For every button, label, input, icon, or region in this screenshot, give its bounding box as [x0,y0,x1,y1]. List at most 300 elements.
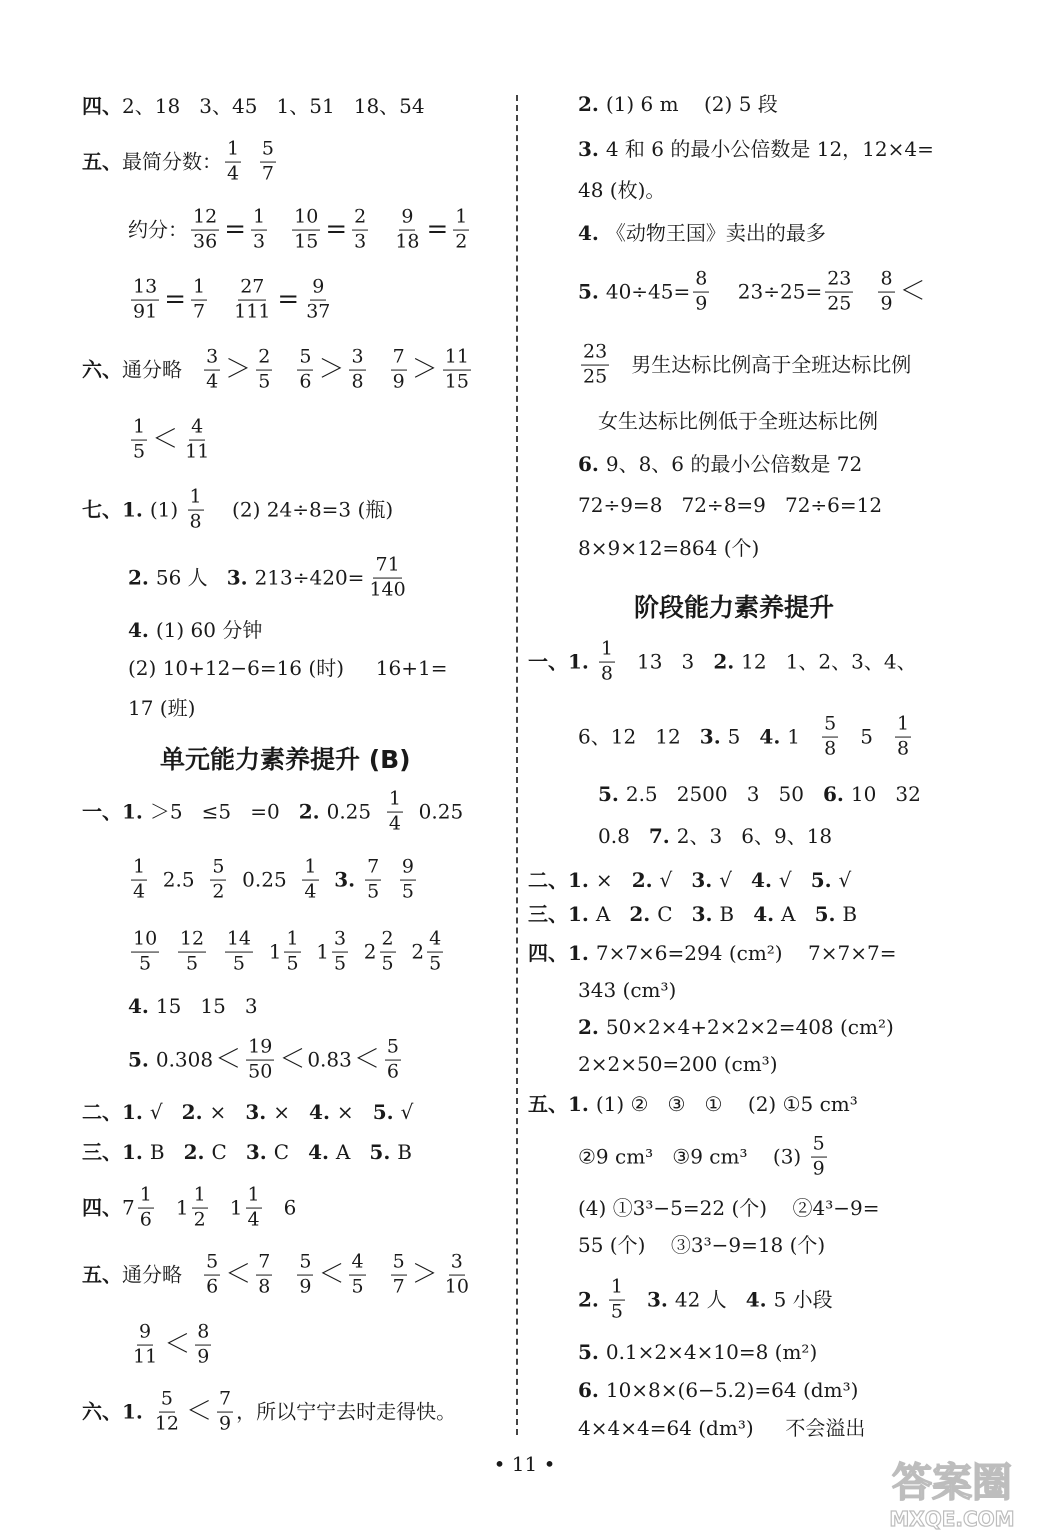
question-marker: 3. [699,725,728,749]
answer-line [528,870,851,890]
question-marker: 六、 [82,358,122,382]
fraction [131,275,159,323]
answer-text: 2、18 3、45 1、51 18、54 [122,94,425,118]
fraction [217,1387,233,1435]
answer-text: 1 [156,1196,189,1220]
fraction-denominator: 4 [247,1208,260,1231]
fraction-numerator: 1 [225,140,241,163]
fraction-denominator: 9 [197,1345,210,1368]
fraction-numerator: 1 [191,278,207,301]
section-heading-stage: 阶段能力素养提升 [634,593,835,622]
relation-symbol: ＜ [164,1330,191,1360]
fraction-denominator: 7 [392,1275,405,1298]
fraction-denominator: 2 [455,230,468,253]
answer-line [128,205,472,253]
fraction-denominator: 25 [827,292,852,315]
answer-text [856,282,875,302]
fraction-denominator: 5 [139,952,152,975]
question-marker: 4. [128,994,156,1018]
question-marker: 五、1. [528,1092,596,1116]
question-marker: 2. [578,1288,606,1312]
fraction-numerator: 4 [427,930,443,953]
answer-line [82,485,394,533]
fraction [192,1183,208,1231]
fraction-denominator: 4 [206,370,219,393]
answer-line [128,855,419,903]
fraction [385,1035,401,1083]
fraction [225,137,241,185]
answer-text: 男生达标比例高于全班达标比例 [612,353,912,377]
answer-text: 5 [841,725,893,749]
fraction-numerator: 3 [349,348,365,371]
answer-text: A [335,1140,370,1164]
question-marker: 一、1. [82,800,150,824]
fraction [131,927,159,975]
fraction-denominator: 2 [212,880,225,903]
relation-symbol: = [426,215,449,245]
answer-text: 约分： [128,218,188,242]
question-marker: 4. [759,725,788,749]
fraction-numerator: 5 [811,1135,827,1158]
answer-line [82,1250,474,1298]
answer-text: 55 (个) ③3³−9=18 (个) [578,1233,826,1257]
fraction-numerator: 5 [391,1253,407,1276]
fraction-denominator: 6 [206,1275,219,1298]
relation-symbol: ＜ [318,1260,345,1290]
answer-text: 最简分数： [122,150,222,174]
answer-line [578,223,826,243]
fraction [811,1132,827,1180]
fraction [188,485,204,533]
fraction-numerator: 1 [895,715,911,738]
fraction-denominator: 9 [695,292,708,315]
answer-line [128,275,335,323]
answer-text [371,220,390,240]
fraction-denominator: 6 [386,1060,399,1083]
relation-symbol: ＜ [215,1045,242,1075]
answer-text [209,942,222,962]
fraction-numerator: 10 [131,930,159,953]
fraction [232,275,272,323]
fraction-denominator: 8 [824,737,837,760]
answer-text: 48 (枚)。 [578,178,666,202]
answer-text: 10×8×(6−5.2)=64 (dm³) [605,1378,859,1402]
question-marker: 五、 [82,1263,122,1287]
fraction-denominator: 6 [139,1208,152,1231]
answer-text: C [273,1140,309,1164]
answer-text [369,360,388,380]
answer-text: 42 人 [674,1288,746,1312]
question-marker: 3. [578,137,606,161]
fraction [693,267,709,315]
fraction-denominator: 9 [299,1275,312,1298]
fraction [609,1275,625,1323]
answer-text: (2) 24÷8=3 (瓶) [206,498,394,522]
fraction-numerator: 5 [385,1038,401,1061]
fraction-numerator: 8 [693,270,709,293]
fraction [349,345,365,393]
answer-text [210,290,229,310]
answer-line [128,415,214,463]
answer-text: × [336,1100,373,1124]
answer-line [128,1035,404,1083]
answer-line [128,996,258,1016]
fraction-numerator: 1 [302,858,318,881]
fraction [183,415,211,463]
fraction-denominator: 5 [367,880,380,903]
question-marker: 4. [128,618,156,642]
answer-line [578,1235,825,1255]
answer-text: 1 [210,1196,243,1220]
fraction-denominator: 8 [189,510,202,533]
fraction [191,205,219,253]
question-marker: 6. [578,452,606,476]
fraction-numerator: 1 [609,1278,625,1301]
answer-text: 50×2×4+2×2×2=408 (cm²) [605,1015,894,1039]
answer-line [578,267,928,315]
answer-text: 12 1、2、3、4、 [741,650,917,674]
answer-line [82,96,425,116]
relation-symbol: ＜ [152,425,179,455]
answer-line [528,637,917,685]
fraction-numerator: 3 [204,348,220,371]
watermark-top-text: 答案圈 [892,1460,1012,1506]
question-marker: 6. [578,1378,606,1402]
fraction-numerator: 8 [878,270,894,293]
fraction [895,712,911,760]
answer-text: 5 小段 [773,1288,833,1312]
fraction-numerator: 4 [189,418,205,441]
answer-text: ＞5 ≤5 =0 [149,800,299,824]
fraction-denominator: 7 [261,162,274,185]
question-marker: 5. [369,1140,398,1164]
answer-line [578,1380,858,1400]
question-marker: 3. [334,868,363,892]
answer-line [82,787,464,835]
answer-line [578,1418,865,1438]
fraction [427,927,443,975]
fraction [825,267,853,315]
question-marker: 六、1. [82,1400,150,1424]
fraction [138,1183,154,1231]
answer-line [82,137,279,185]
answer-line [598,784,921,804]
question-marker: 2. [631,868,660,892]
question-marker: 2. [578,1015,606,1039]
section-heading-unit-b: 单元能力素养提升 (B) [160,745,411,774]
answer-text: B [397,1140,412,1164]
answer-line [578,538,759,558]
answer-text: (1) ② ③ ① (2) ①5 cm³ [595,1092,858,1116]
fraction-denominator: 5 [286,952,299,975]
question-marker: 三、1. [528,902,596,926]
answer-text: 4 和 6 的最小公倍数是 12，12×4= [605,137,934,161]
question-marker: 2. [183,1140,212,1164]
fraction-numerator: 7 [391,348,407,371]
answer-line [578,1054,778,1074]
fraction-denominator: 91 [133,300,158,323]
answer-line [578,454,862,474]
fraction [251,205,267,253]
fraction [178,927,206,975]
fraction [304,275,332,323]
fraction-numerator: 5 [297,348,313,371]
answer-text: √ [838,868,852,892]
answer-text [162,942,175,962]
fraction-numerator: 3 [332,930,348,953]
question-marker: 6. [823,782,851,806]
answer-text: × [273,1100,310,1124]
relation-symbol: = [325,215,348,245]
question-marker: 四、 [82,1196,122,1220]
fraction-numerator: 9 [310,278,326,301]
answer-text [384,870,397,890]
fraction-numerator: 9 [137,1323,153,1346]
answer-text: 通分略 [122,1263,202,1287]
answer-line [578,94,778,114]
fraction-denominator: 5 [258,370,271,393]
fraction [284,927,300,975]
question-marker: 4. [308,1140,336,1164]
answer-text [270,220,289,240]
fraction-numerator: 1 [138,1186,154,1209]
fraction-denominator: 140 [369,578,406,601]
fraction-denominator: 5 [401,880,414,903]
fraction-numerator: 1 [246,1186,262,1209]
question-marker: 4. [751,868,779,892]
fraction-numerator: 23 [825,270,853,293]
answer-text: 0.25 [326,800,384,824]
answer-text: ，所以宁宁去时走得快。 [236,1400,457,1424]
answer-text: √ [778,868,811,892]
fraction-numerator: 7 [256,1253,272,1276]
fraction-denominator: 5 [351,1275,364,1298]
question-marker: 3. [245,1140,274,1164]
answer-line [598,826,832,846]
answer-text: 9、8、6 的最小公倍数是 72 [605,452,863,476]
fraction-denominator: 4 [227,162,240,185]
fraction-numerator: 23 [581,343,609,366]
answer-text: √ [400,1100,414,1124]
answer-text: (1) [149,498,185,522]
fraction [443,1250,471,1298]
answer-text: × [209,1100,246,1124]
question-marker: 3. [245,1100,274,1124]
question-marker: 5. [578,280,606,304]
fraction-denominator: 5 [429,952,442,975]
watermark-bottom-text: MXQE.COM [889,1507,1015,1531]
answer-text: 0.8 [598,824,649,848]
fraction-numerator: 1 [192,1186,208,1209]
question-marker: 二、1. [82,1100,150,1124]
fraction [225,927,253,975]
answer-text: 15 15 3 [155,994,258,1018]
fraction [365,855,381,903]
answer-line [82,345,474,393]
question-marker: 5. [598,782,626,806]
relation-symbol: = [277,285,300,315]
question-marker: 3. [226,566,255,590]
fraction-denominator: 8 [897,737,910,760]
fraction-numerator: 12 [178,930,206,953]
answer-text: 40÷45= [605,280,691,304]
fraction-numerator: 8 [195,1323,211,1346]
question-marker: 七、1. [82,498,150,522]
answer-line [578,1132,830,1180]
answer-text: 5 [727,725,760,749]
fraction-numerator: 1 [251,208,267,231]
fraction-numerator: 14 [225,930,253,953]
question-marker: 4. [578,221,606,245]
fraction [204,345,220,393]
answer-line [128,553,411,601]
fraction [878,267,894,315]
answer-text: 7×7×6=294 (cm²) 7×7×7= [595,941,897,965]
fraction-numerator: 5 [159,1390,175,1413]
answer-text: 1 [256,940,282,964]
fraction-numerator: 27 [238,278,266,301]
answer-text: 6 [264,1196,297,1220]
answer-text: 《动物王国》卖出的最多 [605,221,826,245]
answer-text: 0.25 [405,800,464,824]
fraction-denominator: 10 [444,1275,469,1298]
fraction-numerator: 5 [822,715,838,738]
fraction [391,345,407,393]
answer-text: 17 (班) [128,696,196,720]
answer-line [528,1094,858,1114]
fraction-denominator: 5 [334,952,347,975]
question-marker: 2. [578,92,606,116]
fraction-numerator: 5 [260,140,276,163]
answer-text: √ [149,1100,182,1124]
relation-symbol: ＜ [225,1260,252,1290]
question-marker: 3. [647,1288,675,1312]
fraction-denominator: 15 [444,370,469,393]
fraction [391,1250,407,1298]
fraction-numerator: 2 [352,208,368,231]
answer-text: 1 [787,725,820,749]
question-marker: 2. [181,1100,210,1124]
answer-text: B [842,902,858,926]
answer-text: 2×2×50=200 (cm³) [578,1052,778,1076]
answer-line [578,495,882,515]
fraction-denominator: 9 [880,292,893,315]
fraction-denominator: 8 [600,662,613,685]
answer-line [578,180,665,200]
answer-line [82,1387,457,1435]
fraction [453,205,469,253]
answer-text: ②9 cm³ ③9 cm³ (3) [578,1145,808,1169]
fraction-denominator: 5 [185,952,199,975]
answer-line [578,1275,833,1323]
answer-text: 2 [351,940,377,964]
fraction [153,1387,181,1435]
answer-text: (1) 60 分钟 [155,618,263,642]
fraction-numerator: 1 [599,640,615,663]
answer-text [275,360,294,380]
answer-line [528,943,897,963]
answer-text: 通分略 [122,358,202,382]
fraction-numerator: 1 [188,488,204,511]
fraction-denominator: 5 [133,440,146,463]
fraction-numerator: 19 [246,1038,274,1061]
left-column [0,0,514,1460]
answer-text: 2.5 [150,868,208,892]
fraction-numerator: 12 [191,208,219,231]
fraction [191,275,207,323]
fraction [400,855,416,903]
question-marker: 五、 [82,150,122,174]
answer-text: × [595,868,632,892]
fraction-numerator: 2 [380,930,396,953]
answer-line [128,1320,214,1368]
fraction [204,1250,220,1298]
fraction [256,1250,272,1298]
answer-text [628,1290,647,1310]
fraction-denominator: 8 [351,370,364,393]
question-marker: 5. [814,902,843,926]
fraction-numerator: 5 [204,1253,220,1276]
fraction-numerator: 7 [217,1390,233,1413]
question-marker: 三、1. [82,1140,150,1164]
question-marker: 5. [578,1340,606,1364]
answer-text: 56 人 [155,566,227,590]
answer-text: 女生达标比例低于全班达标比例 [598,409,878,433]
answer-text: 6、12 12 [578,725,700,749]
page-number: • 11 • [493,1452,556,1476]
answer-text [244,152,257,172]
relation-symbol: ＜ [353,1045,380,1075]
fraction [256,345,272,393]
answer-line [578,1017,894,1037]
fraction [443,345,471,393]
answer-text: 343 (cm³) [578,978,677,1002]
fraction-denominator: 36 [193,230,218,253]
fraction-denominator: 50 [248,1060,273,1083]
fraction-denominator: 18 [395,230,420,253]
relation-symbol: = [164,285,186,315]
fraction [131,855,147,903]
question-marker: 5. [372,1100,401,1124]
fraction-numerator: 1 [131,858,147,881]
answer-line [578,1342,817,1362]
fraction [367,553,407,601]
question-marker: 2. [629,902,658,926]
fraction-denominator: 5 [232,952,245,975]
question-marker: 一、1. [528,650,596,674]
answer-text: B [719,902,754,926]
answer-line [578,712,914,760]
answer-text [275,1265,294,1285]
question-marker: 四、1. [528,941,596,965]
fraction-denominator: 4 [304,880,317,903]
answer-line [128,927,446,975]
relation-symbol: ＞ [411,355,438,385]
fraction [246,1183,262,1231]
answer-line [82,1142,412,1162]
fraction-denominator: 111 [234,300,271,323]
fraction [246,1035,274,1083]
fraction [195,1320,211,1368]
fraction [599,637,615,685]
answer-text: 8×9×12=864 (个) [578,536,760,560]
fraction [332,927,348,975]
answer-line [82,1102,413,1122]
answer-line [82,1183,297,1231]
answer-text [322,870,335,890]
fraction-numerator: 10 [292,208,320,231]
answer-text: 13 3 [617,650,714,674]
